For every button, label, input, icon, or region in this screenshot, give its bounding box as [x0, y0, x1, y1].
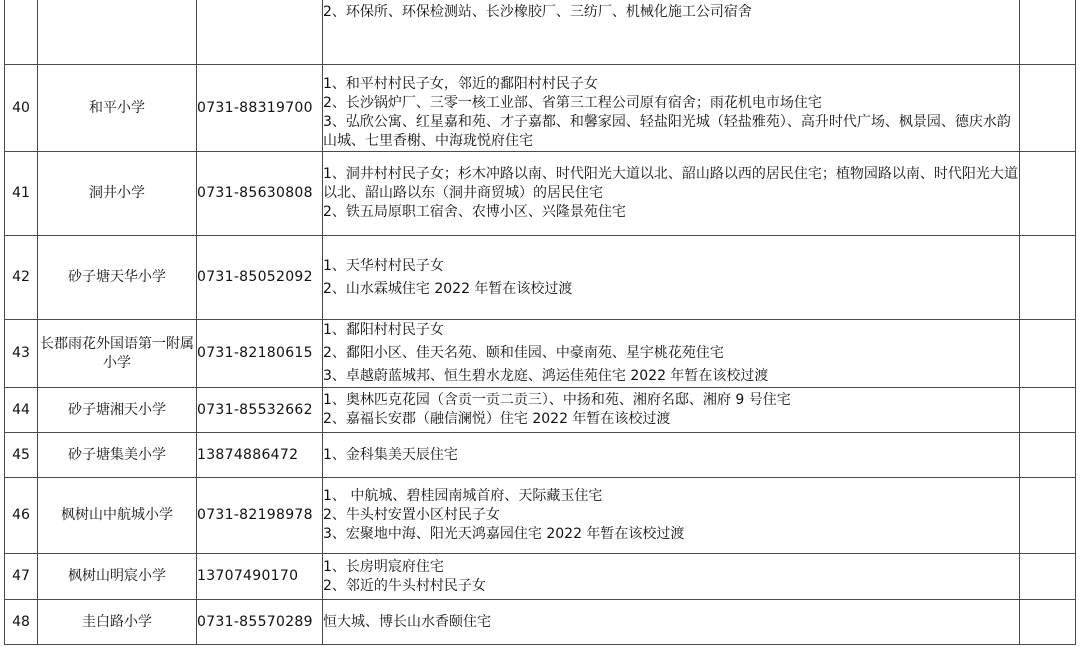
- row-number: 47: [5, 554, 38, 600]
- enrollment-scope: [323, 478, 1020, 554]
- row-number: 44: [5, 388, 38, 433]
- school-name: 枫树山明宸小学: [38, 554, 197, 600]
- scope-line: 3、宏聚地中海、阳光天鸿嘉园住宅 2022 年暂在该校过渡: [323, 526, 685, 542]
- table-row: [5, 554, 1076, 600]
- enrollment-scope: [323, 433, 1020, 478]
- scope-line: 2、长沙锅炉厂、三零一核工业部、省第三工程公司原有宿舍；雨花机电市场住宅: [323, 95, 822, 111]
- remarks-cell: [1020, 65, 1076, 152]
- phone-number: 0731-82198978: [197, 478, 323, 554]
- table-row: [5, 320, 1076, 388]
- phone-number: 13874886472: [197, 433, 323, 478]
- table-row: [5, 236, 1076, 320]
- remarks-cell: [1020, 320, 1076, 388]
- scope-line: 1、和平村村民子女，邻近的鄱阳村村民子女: [323, 76, 598, 92]
- phone-number: 0731-85630808: [197, 152, 323, 236]
- school-name: 砂子塘天华小学: [38, 236, 197, 320]
- phone-number: 13707490170: [197, 554, 323, 600]
- remarks-cell: [1020, 388, 1076, 433]
- scope-line: 1、金科集美天辰住宅: [323, 446, 458, 463]
- scope-line: 2、铁五局原职工宿舍、农博小区、兴隆景苑住宅: [323, 204, 626, 220]
- scope-line: 3、卓越蔚蓝城邦、恒生碧水龙庭、鸿运佳苑住宅 2022 年暂在该校过渡: [323, 368, 769, 384]
- school-name: 砂子塘集美小学: [38, 433, 197, 478]
- table-row: [5, 478, 1076, 554]
- phone-number: 0731-85570289: [197, 600, 323, 645]
- table-row: [5, 388, 1076, 433]
- row-number: 40: [5, 65, 38, 152]
- row-number: 43: [5, 320, 38, 388]
- school-name: 砂子塘湘天小学: [38, 388, 197, 433]
- table-row: [5, 433, 1076, 478]
- scope-line: 3、弘欣公寓、红星嘉和苑、才子嘉都、和馨家园、轻盐阳光城（轻盐雅苑）、高升时代广场、枫景园、德庆水韵山城、七里香榭、中海珑悦府住宅: [323, 114, 1011, 149]
- enrollment-scope: [323, 320, 1020, 388]
- phone-number: 0731-82180615: [197, 320, 323, 388]
- enrollment-scope: [323, 388, 1020, 433]
- remarks-cell: [1020, 0, 1076, 65]
- school-name: 圭白路小学: [38, 600, 197, 645]
- scope-line: 1、长房明宸府住宅: [323, 558, 444, 575]
- enrollment-scope: [323, 554, 1020, 600]
- remarks-cell: [1020, 554, 1076, 600]
- enrollment-scope: [323, 600, 1020, 645]
- scope-line: 恒大城、博长山水香颐住宅: [323, 613, 491, 630]
- row-number: [5, 0, 38, 65]
- remarks-cell: [1020, 236, 1076, 320]
- phone-number: 0731-85532662: [197, 388, 323, 433]
- row-number: 48: [5, 600, 38, 645]
- remarks-cell: [1020, 478, 1076, 554]
- scope-line: 2、嘉福长安郡（融信澜悦）住宅 2022 年暂在该校过渡: [323, 411, 671, 427]
- scope-line: 2、邻近的牛头村村民子女: [323, 577, 486, 594]
- scope-line: 2、山水霖城住宅 2022 年暂在该校过渡: [323, 280, 573, 297]
- scope-line: 1、洞井村村民子女；杉木冲路以南、时代阳光大道以北、韶山路以西的居民住宅；植物园路以南、时代阳光大道以北、韶山路以东（洞井商贸城）的居民住宅: [323, 166, 1018, 201]
- remarks-cell: [1020, 152, 1076, 236]
- row-number: 46: [5, 478, 38, 554]
- scope-line: 1、奥林匹克花园（含贡一贡二贡三）、中扬和苑、湘府名邸、湘府 9 号住宅: [323, 392, 791, 408]
- phone-number: [197, 0, 323, 65]
- school-name: [38, 0, 197, 65]
- row-number: 41: [5, 152, 38, 236]
- enrollment-scope: [323, 65, 1020, 152]
- school-name: 枫树山中航城小学: [38, 478, 197, 554]
- remarks-cell: [1020, 433, 1076, 478]
- enrollment-table: [4, 0, 1076, 645]
- enrollment-scope: [323, 152, 1020, 236]
- enrollment-scope: [323, 236, 1020, 320]
- school-name: 和平小学: [38, 65, 197, 152]
- scope-line: 2、环保所、环保检测站、长沙橡胶厂、三纺厂、机械化施工公司宿舍: [323, 4, 752, 20]
- table-row: [5, 65, 1076, 152]
- table-row: [5, 152, 1076, 236]
- remarks-cell: [1020, 600, 1076, 645]
- table-row: [5, 0, 1076, 65]
- school-name: 长郡雨花外国语第一附属小学: [38, 320, 197, 388]
- school-name: 洞井小学: [38, 152, 197, 236]
- scope-line: 2、牛头村安置小区村民子女: [323, 507, 500, 523]
- phone-number: 0731-88319700: [197, 65, 323, 152]
- phone-number: 0731-85052092: [197, 236, 323, 320]
- scope-line: 1、天华村村民子女: [323, 257, 444, 274]
- enrollment-scope: [323, 0, 1020, 65]
- scope-line: 1、 中航城、碧桂园南城首府、天际藏玉住宅: [323, 488, 603, 504]
- scope-line: 2、鄱阳小区、佳天名苑、颐和佳园、中豪南苑、星宇桃花苑住宅: [323, 345, 724, 361]
- row-number: 45: [5, 433, 38, 478]
- row-number: 42: [5, 236, 38, 320]
- scope-line: 1、鄱阳村村民子女: [323, 322, 444, 338]
- table-row: [5, 600, 1076, 645]
